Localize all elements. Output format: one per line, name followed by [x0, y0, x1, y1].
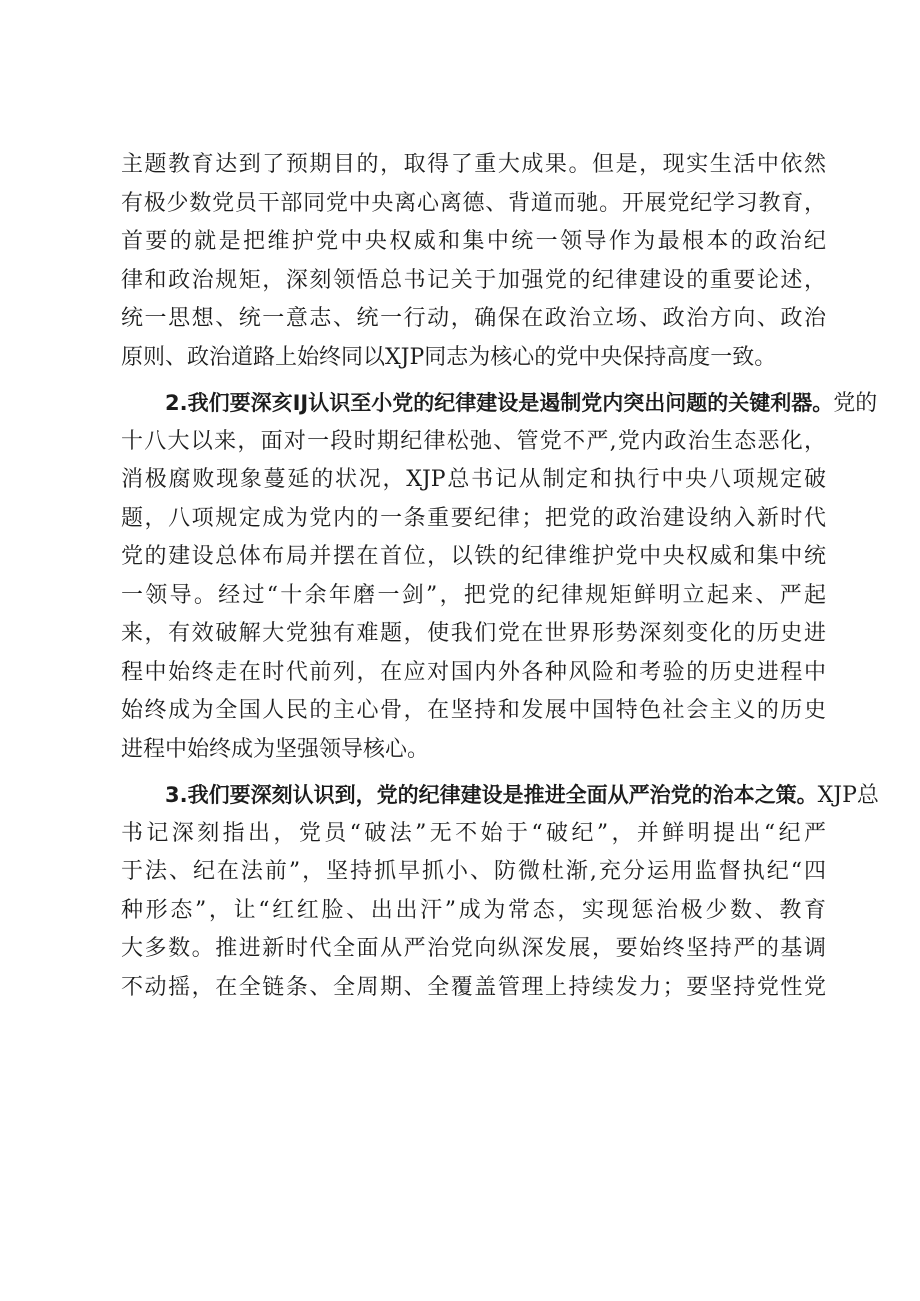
- text-line: 大多数。推进新时代全面从严治党向纵深发展，要始终坚持严的基调: [121, 936, 826, 961]
- text-line: 消极腐败现象蔓延的状况，XJP总书记从制定和执行中央八项规定破: [121, 467, 826, 492]
- text-line: 原则、政治道路上始终同以XJP同志为核心的党中央保持高度一致。: [121, 344, 777, 370]
- text-line: 程中始终走在时代前列，在应对国内外各种风险和考验的历史进程中: [121, 659, 826, 685]
- text-line: 始终成为全国人民的主心骨，在坚持和发展中国特色社会主义的历史: [121, 698, 826, 723]
- text-line: 有极少数党员干部同党中央离心离德、背道而驰。开展党纪学习教育，: [121, 190, 826, 216]
- paragraph-heading: 2.我们要深亥IJ认识至小党的纪律建设是遏制党内突出问题的关键利器。: [165, 391, 834, 415]
- text-line: 十八大以来，面对一段时期纪律松弛、管党不严,党内政治生态恶化，: [121, 428, 826, 454]
- text-line: 书记深刻指出，党员“破法”无不始于“破纪”，并鲜明提出“纪严: [121, 820, 826, 846]
- text-fragment: XJP总: [817, 783, 879, 808]
- text-line: 题，八项规定成为党内的一条重要纪律；把党的政治建设纳入新时代: [121, 505, 826, 531]
- paragraph-first-line: [121, 776, 879, 815]
- text-line: 主题教育达到了预期目的，取得了重大成果。但是，现实生活中依然: [121, 152, 826, 177]
- text-line: 党的建设总体布局并摆在首位，以铁的纪律维护党中央权威和集中统: [121, 544, 826, 569]
- text-line: 律和政治规矩，深刻领悟总书记关于加强党的纪律建设的重要论述，: [121, 267, 826, 293]
- paragraph-3: [121, 776, 879, 1007]
- text-line: 一领导。经过“十余年磨一剑”，把党的纪律规矩鲜明立起来、严起: [121, 582, 826, 608]
- text-line: 统一思想、统一意志、统一行动，确保在政治立场、政治方向、政治: [121, 306, 826, 331]
- text-line: 首要的就是把维护党中央权威和集中统一领导作为最根本的政治纪: [121, 229, 826, 254]
- text-fragment: 党的: [833, 391, 878, 416]
- paragraph-2: [121, 384, 878, 769]
- text-line: 于法、纪在法前”，坚持抓早抓小、防微杜渐,充分运用监督执纪“四: [121, 859, 826, 884]
- paragraph-heading: 3.我们要深刻认识到，党的纪律建设是推进全面从严治党的治本之策。: [165, 783, 818, 807]
- paragraph-1: [121, 146, 826, 377]
- paragraph-first-line: [121, 384, 878, 423]
- text-line: 来，有效破解大党独有难题，使我们党在世界形势深刻变化的历史进: [121, 621, 826, 646]
- document-body: [121, 146, 879, 1007]
- text-line: 进程中始终成为坚强领导核心。: [121, 736, 430, 762]
- text-line: 不动摇，在全链条、全周期、全覆盖管理上持续发力；要坚持党性党: [121, 974, 826, 1000]
- text-line: 种形态”，让“红红脸、出出汗”成为常态，实现惩治极少数、教育: [121, 897, 826, 923]
